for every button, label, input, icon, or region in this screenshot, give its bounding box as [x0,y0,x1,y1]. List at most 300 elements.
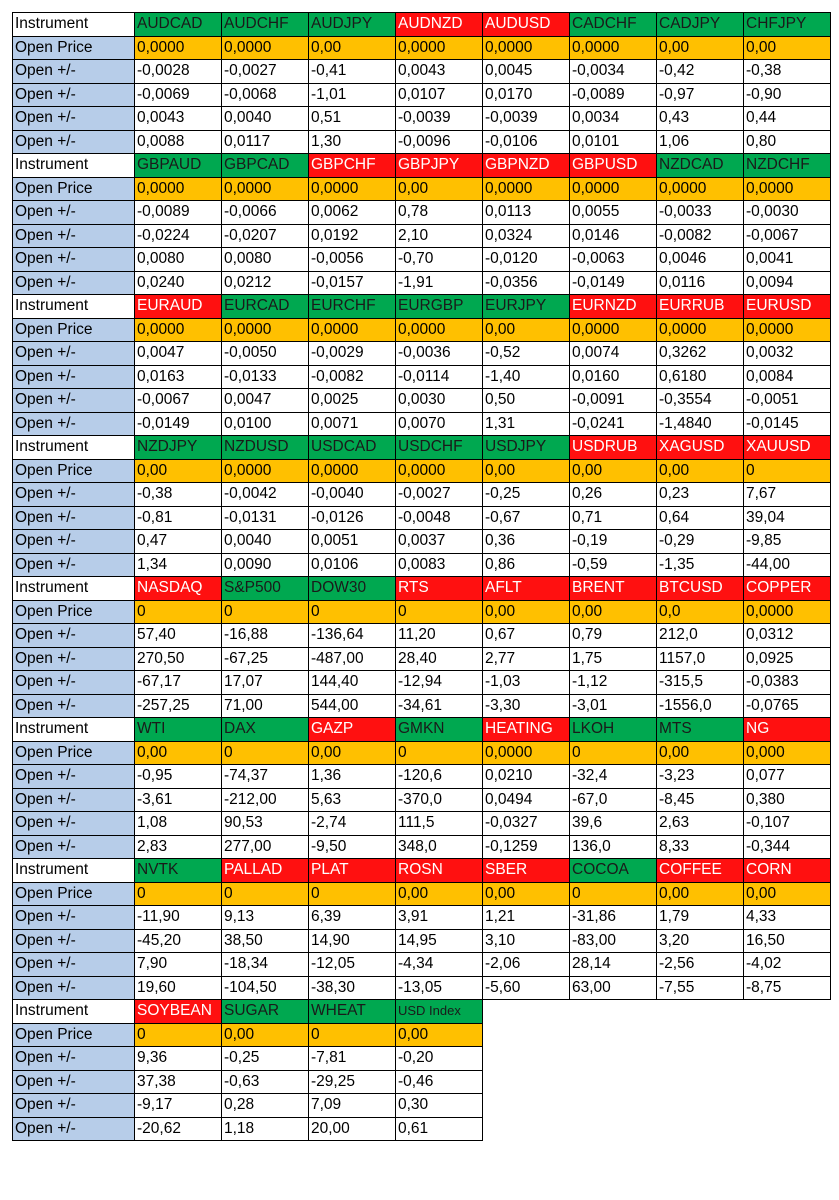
instrument-row [13,577,831,601]
open-diff-value: 1,30 [309,130,396,154]
open-diff-value: 0,0163 [135,365,222,389]
open-diff-value: 0,0025 [309,389,396,413]
open-diff-value: 19,60 [135,976,222,1000]
open-price-value: 0 [135,882,222,906]
open-diff-value: 0,0080 [222,248,309,272]
open-diff-value: -0,344 [744,835,831,859]
open-diff-value: -67,17 [135,671,222,695]
instrument-eurcad: EURCAD [222,295,309,319]
instrument-dax: DAX [222,718,309,742]
open-diff-value: -0,95 [135,765,222,789]
open-diff-value: 0,380 [744,788,831,812]
open-diff-value: 0,30 [396,1094,483,1118]
open-diff-value: 2,10 [396,224,483,248]
open-diff-value: 0,0312 [744,624,831,648]
instrument-chfjpy: CHFJPY [744,13,831,37]
open-diff-row [13,976,831,1000]
open-price-value: 0 [222,882,309,906]
open-diff-value: 5,63 [309,788,396,812]
open-diff-label: Open +/- [13,976,135,1000]
open-diff-value: 17,07 [222,671,309,695]
instrument-nzdjpy: NZDJPY [135,436,222,460]
instrument-row [13,295,831,319]
open-diff-value: -0,0063 [570,248,657,272]
open-diff-value: -0,0039 [396,107,483,131]
open-diff-value: 0,50 [483,389,570,413]
instrument-nvtk: NVTK [135,859,222,883]
open-price-value: 0,0000 [657,177,744,201]
open-diff-value: -0,0056 [309,248,396,272]
open-diff-value: -0,0029 [309,342,396,366]
open-diff-value: 0,0494 [483,788,570,812]
open-diff-row [13,1070,831,1094]
open-diff-value: -0,63 [222,1070,309,1094]
empty-cell [657,1023,744,1047]
open-diff-value: -0,0383 [744,671,831,695]
open-diff-label: Open +/- [13,929,135,953]
open-diff-value: -7,55 [657,976,744,1000]
open-diff-value: -0,0356 [483,271,570,295]
open-diff-value: 0,0040 [222,107,309,131]
open-diff-value: 7,67 [744,483,831,507]
open-price-value: 0,0000 [309,318,396,342]
open-diff-value: 0,0106 [309,553,396,577]
open-diff-value: 0,0074 [570,342,657,366]
instrument-gbpchf: GBPCHF [309,154,396,178]
open-diff-row [13,906,831,930]
open-diff-value: 0,0046 [657,248,744,272]
instrument-eurrub: EURRUB [657,295,744,319]
open-diff-label: Open +/- [13,624,135,648]
open-diff-value: -315,5 [657,671,744,695]
instrument-usd-index: USD Index [396,1000,483,1024]
open-price-value: 0,0000 [396,459,483,483]
open-price-value: 0,0000 [222,177,309,201]
open-diff-label: Open +/- [13,788,135,812]
open-diff-row [13,107,831,131]
open-diff-value: -0,20 [396,1047,483,1071]
open-diff-value: -3,01 [570,694,657,718]
instrument-xauusd: XAUUSD [744,436,831,460]
open-diff-value: -0,0114 [396,365,483,389]
open-diff-value: -83,00 [570,929,657,953]
open-diff-value: -32,4 [570,765,657,789]
instrument-audnzd: AUDNZD [396,13,483,37]
instrument-coffee: COFFEE [657,859,744,883]
open-diff-value: -0,41 [309,60,396,84]
open-diff-value: -1,4840 [657,412,744,436]
open-price-row [13,36,831,60]
open-price-value: 0 [396,600,483,624]
open-price-value: 0,0000 [570,36,657,60]
open-diff-value: 0,0100 [222,412,309,436]
open-diff-value: 28,40 [396,647,483,671]
instrument-usdjpy: USDJPY [483,436,570,460]
open-diff-value: -3,61 [135,788,222,812]
open-diff-value: -0,0765 [744,694,831,718]
instrument-usdrub: USDRUB [570,436,657,460]
open-diff-value: 7,09 [309,1094,396,1118]
open-diff-value: 0,43 [657,107,744,131]
open-diff-row [13,506,831,530]
open-diff-label: Open +/- [13,1094,135,1118]
open-diff-value: -29,25 [309,1070,396,1094]
instrument-mts: MTS [657,718,744,742]
open-price-value: 0,00 [309,36,396,60]
open-diff-row [13,365,831,389]
open-diff-row [13,1047,831,1071]
open-price-value: 0,0000 [396,36,483,60]
open-price-value: 0 [222,741,309,765]
open-diff-value: 1,18 [222,1117,309,1141]
instrument-aflt: AFLT [483,577,570,601]
open-diff-value: 0,0037 [396,530,483,554]
open-diff-value: 0,0107 [396,83,483,107]
instrument-sber: SBER [483,859,570,883]
open-diff-value: 1,06 [657,130,744,154]
open-price-value: 0,0000 [483,177,570,201]
open-diff-row [13,83,831,107]
open-price-value: 0,00 [483,459,570,483]
open-diff-value: -0,52 [483,342,570,366]
open-diff-label: Open +/- [13,60,135,84]
instrument-copper: COPPER [744,577,831,601]
open-diff-label: Open +/- [13,1117,135,1141]
open-diff-row [13,248,831,272]
open-diff-value: -0,0066 [222,201,309,225]
open-diff-value: -2,56 [657,953,744,977]
open-diff-row [13,788,831,812]
open-price-row [13,459,831,483]
open-price-value: 0,00 [657,36,744,60]
open-diff-value: 144,40 [309,671,396,695]
open-price-value: 0,00 [570,459,657,483]
open-diff-value: -67,0 [570,788,657,812]
open-price-value: 0,00 [135,741,222,765]
open-diff-value: -20,62 [135,1117,222,1141]
open-diff-row [13,765,831,789]
open-diff-value: 0,79 [570,624,657,648]
empty-cell [744,1070,831,1094]
open-diff-value: 1,36 [309,765,396,789]
empty-cell [744,1117,831,1141]
open-diff-row [13,60,831,84]
open-price-value: 0,00 [396,1023,483,1047]
open-diff-value: -8,75 [744,976,831,1000]
empty-cell [570,1047,657,1071]
open-diff-value: 0,0032 [744,342,831,366]
open-diff-value: -0,0040 [309,483,396,507]
open-diff-value: -0,0327 [483,812,570,836]
instrument-row [13,436,831,460]
open-diff-label: Open +/- [13,248,135,272]
open-price-value: 0 [135,600,222,624]
open-price-value: 0,0000 [483,741,570,765]
instrument-gbpjpy: GBPJPY [396,154,483,178]
open-price-label: Open Price [13,882,135,906]
open-diff-value: 0,0055 [570,201,657,225]
open-diff-value: 63,00 [570,976,657,1000]
open-diff-label: Open +/- [13,765,135,789]
open-diff-row [13,412,831,436]
open-diff-value: -0,0027 [222,60,309,84]
open-price-value: 0 [135,1023,222,1047]
open-diff-value: 0,0043 [135,107,222,131]
open-price-value: 0 [744,459,831,483]
open-price-value: 0 [309,1023,396,1047]
open-diff-value: -3,23 [657,765,744,789]
instrument-pallad: PALLAD [222,859,309,883]
instrument-row [13,859,831,883]
open-price-value: 0,00 [483,600,570,624]
open-price-value: 0 [570,882,657,906]
open-diff-value: 0,61 [396,1117,483,1141]
open-diff-value: -0,0067 [744,224,831,248]
open-diff-value: -0,3554 [657,389,744,413]
open-price-value: 0,0000 [744,600,831,624]
open-price-value: 0,0000 [744,177,831,201]
open-diff-value: -7,81 [309,1047,396,1071]
open-diff-row [13,647,831,671]
open-diff-value: 277,00 [222,835,309,859]
open-diff-value: -0,0042 [222,483,309,507]
open-diff-value: -0,0033 [657,201,744,225]
empty-cell [744,1094,831,1118]
open-diff-value: -18,34 [222,953,309,977]
instrument-btcusd: BTCUSD [657,577,744,601]
instrument-table [12,12,831,1141]
open-diff-value: 71,00 [222,694,309,718]
open-diff-value: 1,75 [570,647,657,671]
empty-cell [657,1000,744,1024]
open-diff-value: 0,0925 [744,647,831,671]
open-diff-value: -0,67 [483,506,570,530]
instrument-label: Instrument [13,13,135,37]
open-diff-value: -370,0 [396,788,483,812]
open-diff-label: Open +/- [13,271,135,295]
open-diff-value: -0,0089 [135,201,222,225]
open-diff-value: 0,0070 [396,412,483,436]
open-price-row [13,318,831,342]
instrument-gbpcad: GBPCAD [222,154,309,178]
open-price-label: Open Price [13,36,135,60]
open-diff-value: -12,94 [396,671,483,695]
open-diff-value: -0,0082 [309,365,396,389]
open-diff-value: 9,13 [222,906,309,930]
open-diff-label: Open +/- [13,906,135,930]
open-diff-row [13,835,831,859]
open-diff-value: -0,1259 [483,835,570,859]
open-diff-value: 20,00 [309,1117,396,1141]
open-price-value: 0,0000 [222,318,309,342]
open-diff-value: 9,36 [135,1047,222,1071]
instrument-cocoa: COCOA [570,859,657,883]
open-diff-value: -0,81 [135,506,222,530]
open-price-value: 0,0000 [570,177,657,201]
open-diff-value: 16,50 [744,929,831,953]
open-diff-value: 3,10 [483,929,570,953]
open-diff-value: -34,61 [396,694,483,718]
open-diff-value: -1,01 [309,83,396,107]
open-diff-value: -9,85 [744,530,831,554]
open-diff-value: -1,91 [396,271,483,295]
open-price-row [13,1023,831,1047]
open-diff-row [13,342,831,366]
open-diff-value: -74,37 [222,765,309,789]
open-diff-value: 0,0210 [483,765,570,789]
open-diff-value: 0,0117 [222,130,309,154]
open-diff-value: -31,86 [570,906,657,930]
open-diff-value: 39,6 [570,812,657,836]
open-diff-value: 39,04 [744,506,831,530]
open-price-value: 0 [309,600,396,624]
open-diff-value: -8,45 [657,788,744,812]
open-diff-value: 0,0094 [744,271,831,295]
open-diff-value: 0,64 [657,506,744,530]
open-price-value: 0,00 [135,459,222,483]
instrument-audchf: AUDCHF [222,13,309,37]
open-diff-value: -0,46 [396,1070,483,1094]
open-price-row [13,600,831,624]
open-price-label: Open Price [13,318,135,342]
open-price-value: 0,0000 [135,36,222,60]
open-diff-value: 0,23 [657,483,744,507]
open-price-label: Open Price [13,459,135,483]
open-diff-label: Open +/- [13,224,135,248]
open-diff-value: -1,40 [483,365,570,389]
instrument-gmkn: GMKN [396,718,483,742]
instrument-label: Instrument [13,859,135,883]
open-diff-value: -0,0126 [309,506,396,530]
open-diff-value: 6,39 [309,906,396,930]
open-diff-label: Open +/- [13,1070,135,1094]
open-diff-value: 0,0192 [309,224,396,248]
open-diff-value: -0,0091 [570,389,657,413]
open-diff-value: -0,97 [657,83,744,107]
instrument-row [13,1000,831,1024]
open-diff-value: -0,0039 [483,107,570,131]
empty-cell [570,1023,657,1047]
open-price-value: 0,00 [657,882,744,906]
open-diff-label: Open +/- [13,365,135,389]
open-price-label: Open Price [13,177,135,201]
open-diff-value: -0,0157 [309,271,396,295]
open-price-label: Open Price [13,741,135,765]
open-diff-value: -5,60 [483,976,570,1000]
open-diff-value: 2,63 [657,812,744,836]
open-diff-value: -0,0089 [570,83,657,107]
open-diff-value: 28,14 [570,953,657,977]
instrument-label: Instrument [13,577,135,601]
instrument-eurchf: EURCHF [309,295,396,319]
open-diff-value: 14,90 [309,929,396,953]
open-diff-row [13,530,831,554]
open-diff-value: -0,19 [570,530,657,554]
open-diff-value: -0,25 [483,483,570,507]
instrument-nzdcad: NZDCAD [657,154,744,178]
open-diff-value: 0,3262 [657,342,744,366]
open-diff-label: Open +/- [13,83,135,107]
open-price-value: 0,00 [396,882,483,906]
empty-cell [483,1094,570,1118]
instrument-wheat: WHEAT [309,1000,396,1024]
open-diff-value: -0,0106 [483,130,570,154]
open-diff-value: 57,40 [135,624,222,648]
open-diff-value: -9,17 [135,1094,222,1118]
open-price-value: 0,0000 [744,318,831,342]
open-diff-row [13,671,831,695]
open-diff-value: -0,0082 [657,224,744,248]
open-diff-value: 0,0047 [222,389,309,413]
open-diff-value: 0,86 [483,553,570,577]
open-diff-value: 2,77 [483,647,570,671]
open-price-value: 0 [309,882,396,906]
open-diff-row [13,812,831,836]
open-diff-value: -0,0096 [396,130,483,154]
instrument-ng: NG [744,718,831,742]
open-diff-row [13,953,831,977]
open-diff-label: Open +/- [13,553,135,577]
open-diff-value: -67,25 [222,647,309,671]
instrument-euraud: EURAUD [135,295,222,319]
open-diff-label: Open +/- [13,812,135,836]
open-diff-value: 0,0113 [483,201,570,225]
open-diff-value: -212,00 [222,788,309,812]
instrument-heating: HEATING [483,718,570,742]
open-price-value: 0,0000 [309,177,396,201]
open-price-value: 0,00 [744,882,831,906]
open-diff-value: 0,0116 [657,271,744,295]
open-diff-value: -0,29 [657,530,744,554]
empty-cell [483,1023,570,1047]
open-diff-value: 0,67 [483,624,570,648]
open-diff-row [13,1094,831,1118]
open-diff-value: 0,0090 [222,553,309,577]
empty-cell [570,1117,657,1141]
open-price-value: 0 [396,741,483,765]
empty-cell [570,1000,657,1024]
open-diff-value: 0,47 [135,530,222,554]
open-diff-value: -0,25 [222,1047,309,1071]
empty-cell [483,1047,570,1071]
instrument-eurgbp: EURGBP [396,295,483,319]
open-diff-value: -0,0036 [396,342,483,366]
instrument-s-p500: S&P500 [222,577,309,601]
open-diff-value: -0,0149 [570,271,657,295]
open-diff-value: 0,0051 [309,530,396,554]
open-diff-label: Open +/- [13,342,135,366]
open-price-value: 0,00 [222,1023,309,1047]
open-price-value: 0,00 [309,741,396,765]
empty-cell [657,1047,744,1071]
open-diff-value: 3,20 [657,929,744,953]
open-diff-value: 0,0040 [222,530,309,554]
open-diff-value: 38,50 [222,929,309,953]
empty-cell [483,1117,570,1141]
open-diff-value: -16,88 [222,624,309,648]
open-diff-row [13,694,831,718]
open-diff-label: Open +/- [13,694,135,718]
instrument-rts: RTS [396,577,483,601]
instrument-eurjpy: EURJPY [483,295,570,319]
open-diff-value: -0,0030 [744,201,831,225]
instrument-row [13,13,831,37]
open-diff-value: 0,0034 [570,107,657,131]
open-diff-value: 0,0083 [396,553,483,577]
instrument-xagusd: XAGUSD [657,436,744,460]
open-diff-value: -0,0133 [222,365,309,389]
open-diff-value: 0,0045 [483,60,570,84]
